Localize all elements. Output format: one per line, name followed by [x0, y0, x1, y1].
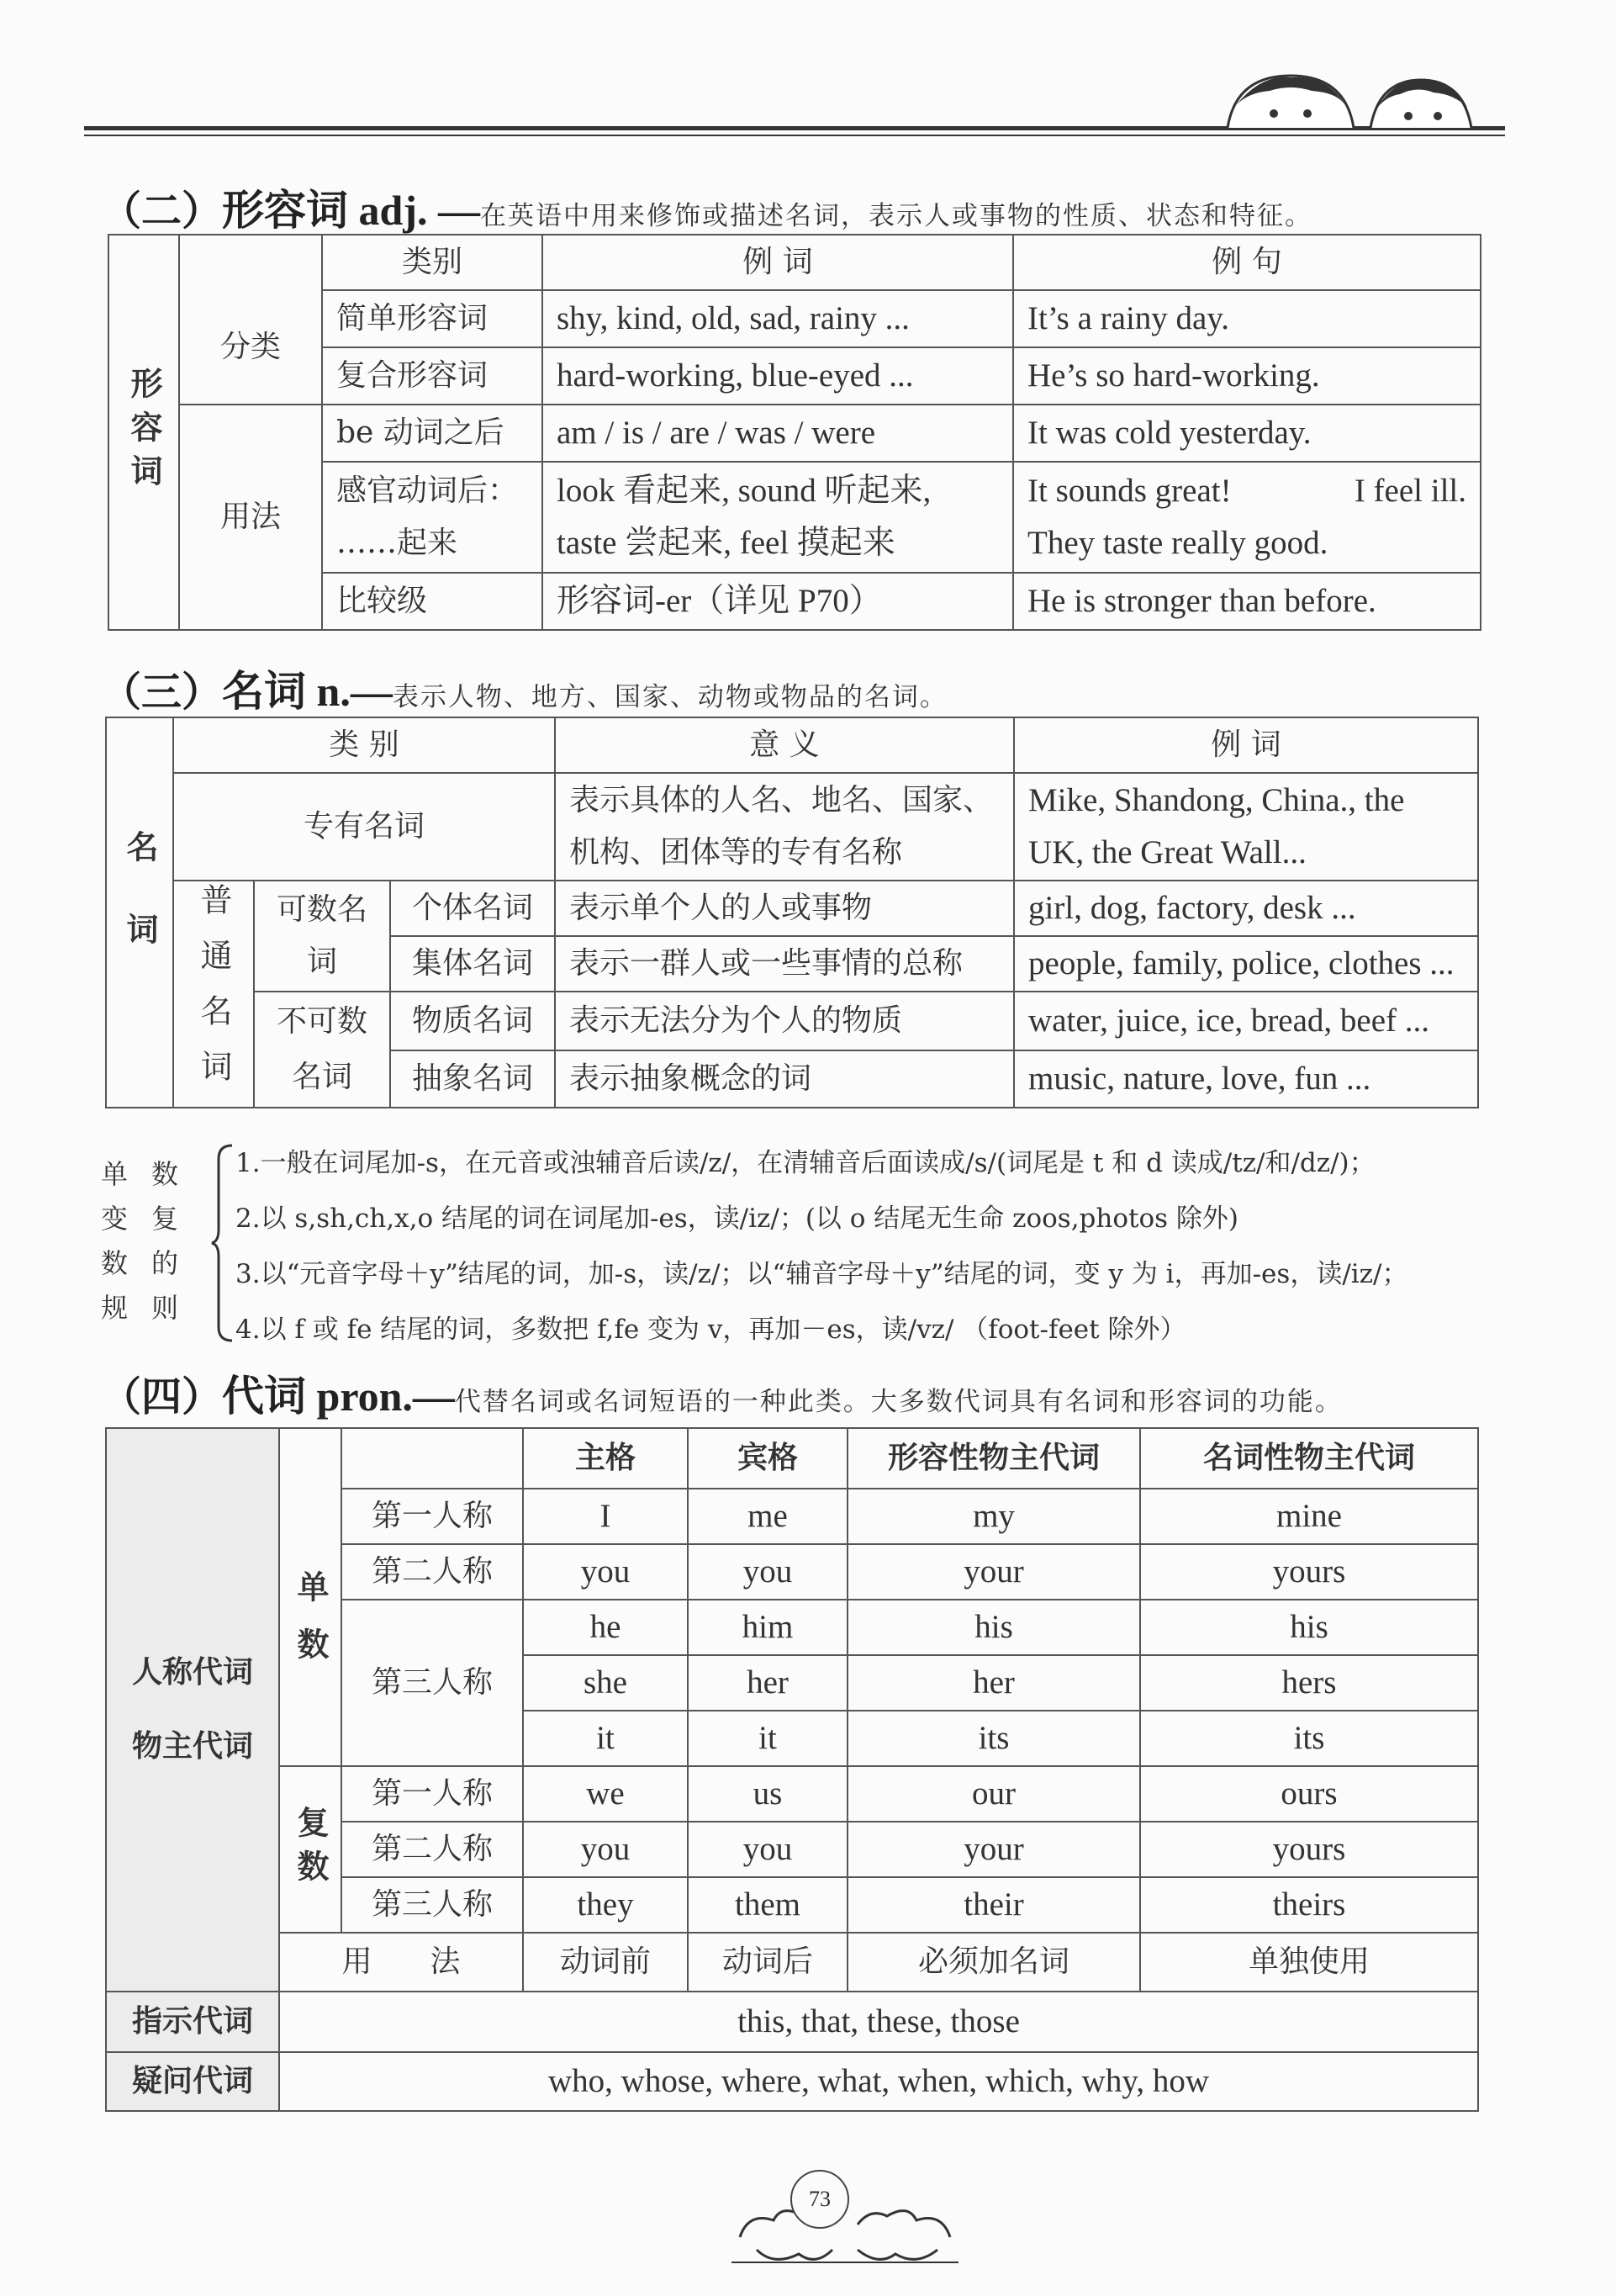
pronoun-noun-possessive: its [1140, 1711, 1478, 1766]
noun-header-meaning: 意 义 [555, 717, 1014, 773]
pronoun-subject: she [523, 1655, 688, 1711]
pronoun-subject: it [523, 1711, 688, 1766]
noun-proper-label: 专有名词 [173, 773, 555, 881]
pronoun-adj-possessive: their [848, 1877, 1140, 1933]
adjective-category-line: ……起来 [336, 526, 458, 560]
pronoun-noun-possessive: yours [1140, 1544, 1478, 1600]
pronoun-plural-label: 复数 [279, 1766, 341, 1933]
adjective-sentence-line: I feel ill. [1354, 473, 1466, 509]
pronoun-object: it [688, 1711, 848, 1766]
pronoun-header-noun-possessive: 名词性物主代词 [1140, 1428, 1478, 1489]
pronoun-header-adj-possessive: 形容性物主代词 [848, 1428, 1140, 1489]
adjective-sentence: It’s a rainy day. [1013, 290, 1481, 347]
pronoun-header-object: 宾格 [688, 1428, 848, 1489]
adjective-sentence: It was cold yesterday. [1013, 405, 1481, 462]
pronoun-object: us [688, 1766, 848, 1822]
adjective-header-words: 例 词 [542, 235, 1013, 290]
cartoon-faces-icon [1211, 67, 1497, 135]
interrogative-pronoun-label: 疑问代词 [106, 2052, 279, 2111]
noun-heading [101, 658, 948, 718]
pronoun-subject: you [523, 1544, 688, 1600]
pronoun-adj-possessive: our [848, 1766, 1140, 1822]
plural-rules [92, 1127, 1505, 1346]
noun-table [105, 717, 1479, 1108]
noun-header-category: 类 别 [173, 717, 555, 773]
pronoun-person: 第三人称 [341, 1877, 523, 1933]
noun-proper-meaning-line: 表示具体的人名、地名、国家、 [569, 783, 994, 817]
pronoun-subject: they [523, 1877, 688, 1933]
pronoun-adj-possessive: your [848, 1822, 1140, 1877]
noun-proper-examples [1014, 773, 1478, 881]
adjective-side-label: 形容词 [108, 235, 179, 630]
pronoun-adj-possessive: your [848, 1544, 1140, 1600]
pronoun-possessive-label: 物主代词 [131, 1729, 253, 1764]
noun-examples: water, juice, ice, bread, beef ... [1014, 992, 1478, 1050]
noun-examples: music, nature, love, fun ... [1014, 1050, 1478, 1108]
adjective-words: am / is / are / was / were [542, 405, 1013, 462]
pronoun-object: you [688, 1544, 848, 1600]
adjective-category: 比较级 [322, 573, 542, 630]
pronoun-noun-possessive: ours [1140, 1766, 1478, 1822]
noun-countable-label-text: 可数名词 [276, 892, 367, 979]
pronoun-object: him [688, 1600, 848, 1655]
pronoun-adj-possessive: my [848, 1489, 1140, 1544]
pronoun-personal-possessive-label [106, 1428, 279, 1992]
noun-uncountable-label [254, 992, 390, 1108]
pronoun-object: you [688, 1822, 848, 1877]
noun-proper-examples-line: Mike, Shandong, China., the [1028, 782, 1405, 818]
adjective-sentence: He is stronger than before. [1013, 573, 1481, 630]
pronoun-usage-adj: 必须加名词 [848, 1933, 1140, 1992]
pronoun-person: 第二人称 [341, 1544, 523, 1600]
pronoun-person: 第一人称 [341, 1766, 523, 1822]
pronoun-subject: he [523, 1600, 688, 1655]
adjective-heading-description: 在英语中用来修饰或描述名词，表示人或事物的性质、状态和特征。 [479, 201, 1312, 231]
pronoun-object: them [688, 1877, 848, 1933]
adjective-header-category: 类别 [322, 235, 542, 290]
noun-examples: people, family, police, clothes ... [1014, 936, 1478, 992]
pronoun-adj-possessive: his [848, 1600, 1140, 1655]
pronoun-noun-possessive: yours [1140, 1822, 1478, 1877]
adjective-words: 形容词-er（详见 P70） [542, 573, 1013, 630]
pronoun-heading-pos: 代词 pron.— [222, 1373, 455, 1420]
noun-type: 抽象名词 [390, 1050, 555, 1108]
noun-header-examples: 例 词 [1014, 717, 1478, 773]
pronoun-noun-possessive: theirs [1140, 1877, 1478, 1933]
plural-rule: 1.一般在词尾加-s，在元音或浊辅音后读/z/，在清辅音后面读成/s/(词尾是 t 和 d 读成/tz/和/dz/)； [235, 1148, 1376, 1178]
pronoun-subject: you [523, 1822, 688, 1877]
noun-meaning: 表示抽象概念的词 [555, 1050, 1014, 1108]
plural-rule: 4.以 f 或 fe 结尾的词，多数把 f,fe 变为 v，再加－es，读/vz/ （foot-feet 除外） [235, 1315, 1186, 1345]
adjective-words: hard-working, blue-eyed ... [542, 347, 1013, 405]
pronoun-person: 第二人称 [341, 1822, 523, 1877]
noun-countable-label [254, 881, 390, 992]
pronoun-usage-noun: 单独使用 [1140, 1933, 1478, 1992]
brace-icon [210, 1142, 235, 1344]
noun-uncountable-label-text: 不可数名词 [276, 1004, 367, 1094]
pronoun-heading-description: 代替名词或名词短语的一种此类。大多数代词具有名词和形容词的功能。 [454, 1387, 1343, 1417]
pronoun-singular-label: 单数 [279, 1489, 341, 1766]
pronoun-table [105, 1427, 1479, 2112]
pronoun-object: her [688, 1655, 848, 1711]
pronoun-personal-label: 人称代词 [131, 1655, 253, 1690]
adjective-sentence [1013, 462, 1481, 573]
plural-rules-list [235, 1135, 1407, 1357]
pronoun-usage-subject: 动词前 [523, 1933, 688, 1992]
plural-rules-side-label: 单数变复数的规则 [100, 1158, 202, 1324]
pronoun-heading [101, 1362, 1343, 1423]
noun-meaning: 表示无法分为个人的物质 [555, 992, 1014, 1050]
noun-heading-pos: 名词 n.— [222, 668, 393, 715]
pronoun-header-subject: 主格 [523, 1428, 688, 1489]
adjective-sentence-line: It sounds great! [1027, 473, 1232, 509]
adjective-header-sentences: 例 句 [1013, 235, 1481, 290]
adjective-words [542, 462, 1013, 573]
pronoun-noun-possessive: mine [1140, 1489, 1478, 1544]
pronoun-heading-number: （四） [101, 1373, 223, 1420]
noun-type: 物质名词 [390, 992, 555, 1050]
noun-side-label: 名词 [106, 717, 173, 1108]
noun-heading-number: （三） [101, 669, 223, 716]
noun-proper-meaning-line: 机构、团体等的专有名称 [569, 835, 903, 870]
header-rule-thin [84, 135, 1505, 136]
pronoun-adj-possessive: her [848, 1655, 1140, 1711]
pronoun-adj-possessive: its [848, 1711, 1140, 1766]
interrogative-pronoun-words: who, whose, where, what, when, which, why, how [279, 2052, 1478, 2111]
demonstrative-pronoun-label: 指示代词 [106, 1992, 279, 2052]
adjective-words: shy, kind, old, sad, rainy ... [542, 290, 1013, 347]
adjective-heading [101, 177, 1312, 237]
pronoun-person: 第三人称 [341, 1600, 523, 1766]
pronoun-object: me [688, 1489, 848, 1544]
adjective-category: 简单形容词 [322, 290, 542, 347]
adjective-category: be 动词之后 [322, 405, 542, 462]
adjective-words-line: look 看起来, sound 听起来, [557, 473, 932, 509]
pronoun-noun-possessive: his [1140, 1600, 1478, 1655]
noun-common-label: 普通名词 [173, 881, 254, 1108]
noun-meaning: 表示一群人或一些事情的总称 [555, 936, 1014, 992]
pronoun-person: 第一人称 [341, 1489, 523, 1544]
page-number: 73 [790, 2170, 849, 2229]
adjective-usage-label: 用法 [179, 405, 322, 630]
noun-meaning: 表示单个人的人或事物 [555, 881, 1014, 936]
plural-rule: 3.以“元音字母＋y”结尾的词，加-s，读/z/；以“辅音字母＋y”结尾的词，变 y 为 i，再加-es，读/iz/； [235, 1259, 1408, 1289]
pronoun-usage-label: 用 法 [279, 1933, 523, 1992]
adjective-category-line: 感官动词后： [336, 473, 519, 508]
adjective-category: 复合形容词 [322, 347, 542, 405]
noun-proper-meaning [555, 773, 1014, 881]
adjective-heading-number: （二） [101, 188, 223, 235]
adjective-sentence: He’s so hard-working. [1013, 347, 1481, 405]
adjective-heading-pos: 形容词 adj. — [222, 187, 480, 234]
pronoun-subject: I [523, 1489, 688, 1544]
noun-examples: girl, dog, factory, desk ... [1014, 881, 1478, 936]
noun-type: 集体名词 [390, 936, 555, 992]
noun-type: 个体名词 [390, 881, 555, 936]
pronoun-noun-possessive: hers [1140, 1655, 1478, 1711]
noun-proper-examples-line: UK, the Great Wall... [1028, 834, 1307, 870]
adjective-sentence-line: They taste really good. [1027, 525, 1328, 561]
demonstrative-pronoun-words: this, that, these, those [279, 1992, 1478, 2052]
plural-rule: 2.以 s,sh,ch,x,o 结尾的词在词尾加-es，读/iz/；(以 o 结尾无生命 zoos,photos 除外) [235, 1204, 1239, 1234]
adjective-table [108, 234, 1481, 631]
adjective-words-line: taste 尝起来, feel 摸起来 [557, 525, 895, 561]
adjective-category [322, 462, 542, 573]
adjective-classification-label: 分类 [179, 290, 322, 405]
pronoun-usage-object: 动词后 [688, 1933, 848, 1992]
noun-heading-description: 表示人物、地方、国家、动物或物品的名词。 [392, 682, 948, 712]
pronoun-subject: we [523, 1766, 688, 1822]
